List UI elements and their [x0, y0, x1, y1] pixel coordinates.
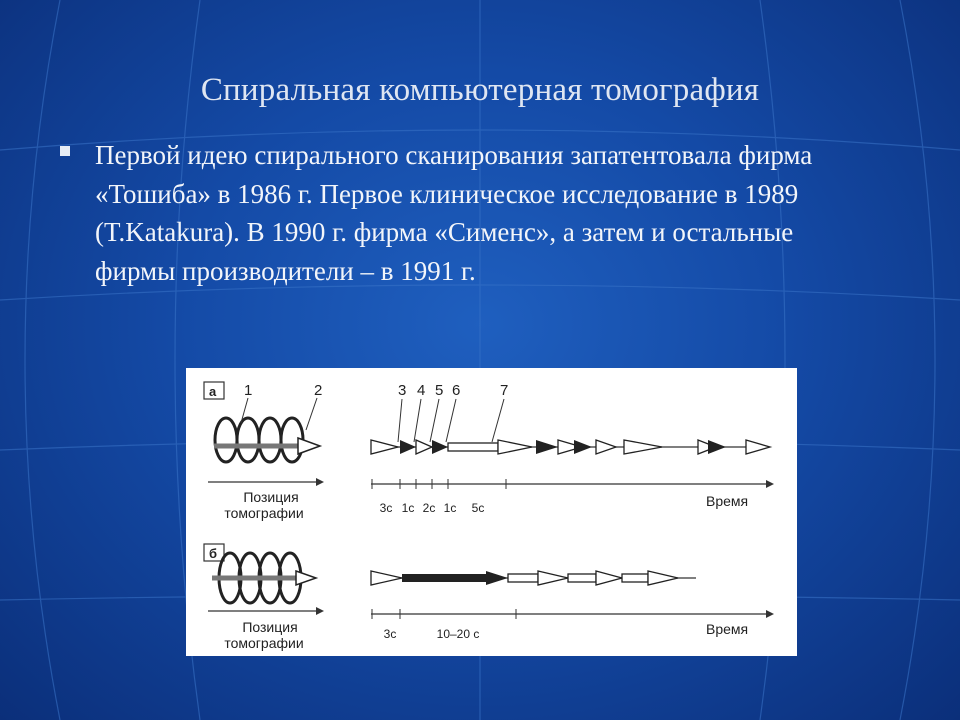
spiral-ct-figure: [186, 368, 797, 656]
callout-7: 7: [500, 382, 509, 399]
callout-5: 5: [435, 382, 444, 399]
callout-4: 4: [417, 382, 426, 399]
callout-6: 6: [452, 382, 461, 399]
panel-a-position-label-2: томографии: [224, 505, 304, 521]
panel-a-time-label: Время: [706, 493, 749, 509]
bullet-icon: [60, 146, 70, 156]
panel-a-tick-3: 2с: [422, 501, 436, 515]
panel-a-tick-1: 3с: [379, 501, 393, 515]
callout-3: 3: [398, 382, 407, 399]
panel-b-position-label-2: томографии: [224, 635, 304, 651]
slide-body-text: Первой идею спирального сканирования запатентовала фирма «Тошиба» в 1986 г. Первое клиническое исследование в 1989 (T.Katakura). В 1990 г. фирма «Сименс», а затем и остальные фирмы производители – в 1991 г.: [95, 140, 813, 286]
panel-a-arrow-sequence: [371, 440, 770, 454]
panel-a-tick-5: 5с: [471, 501, 485, 515]
callout-1: 1: [244, 382, 253, 399]
panel-a-tick-2: 1с: [401, 501, 415, 515]
panel-b-tick-1: 3с: [383, 627, 397, 641]
panel-b-tag: б: [209, 546, 218, 561]
panel-a-helix: [215, 418, 303, 462]
panel-b-position-label-1: Позиция: [242, 619, 298, 635]
panel-b-tick-2: 10–20 с: [436, 627, 480, 641]
callout-2: 2: [314, 382, 323, 399]
panel-b-helix-arrowhead: [296, 571, 316, 585]
panel-a-helix-arrowhead: [298, 438, 320, 454]
panel-a-position-label-1: Позиция: [243, 489, 299, 505]
panel-b-arrow-sequence: [371, 571, 696, 585]
slide-title: Спиральная компьютерная томография: [200, 72, 760, 108]
panel-a-tag: а: [209, 384, 217, 399]
panel-b-time-label: Время: [706, 621, 749, 637]
panel-a-tick-4: 1с: [443, 501, 457, 515]
